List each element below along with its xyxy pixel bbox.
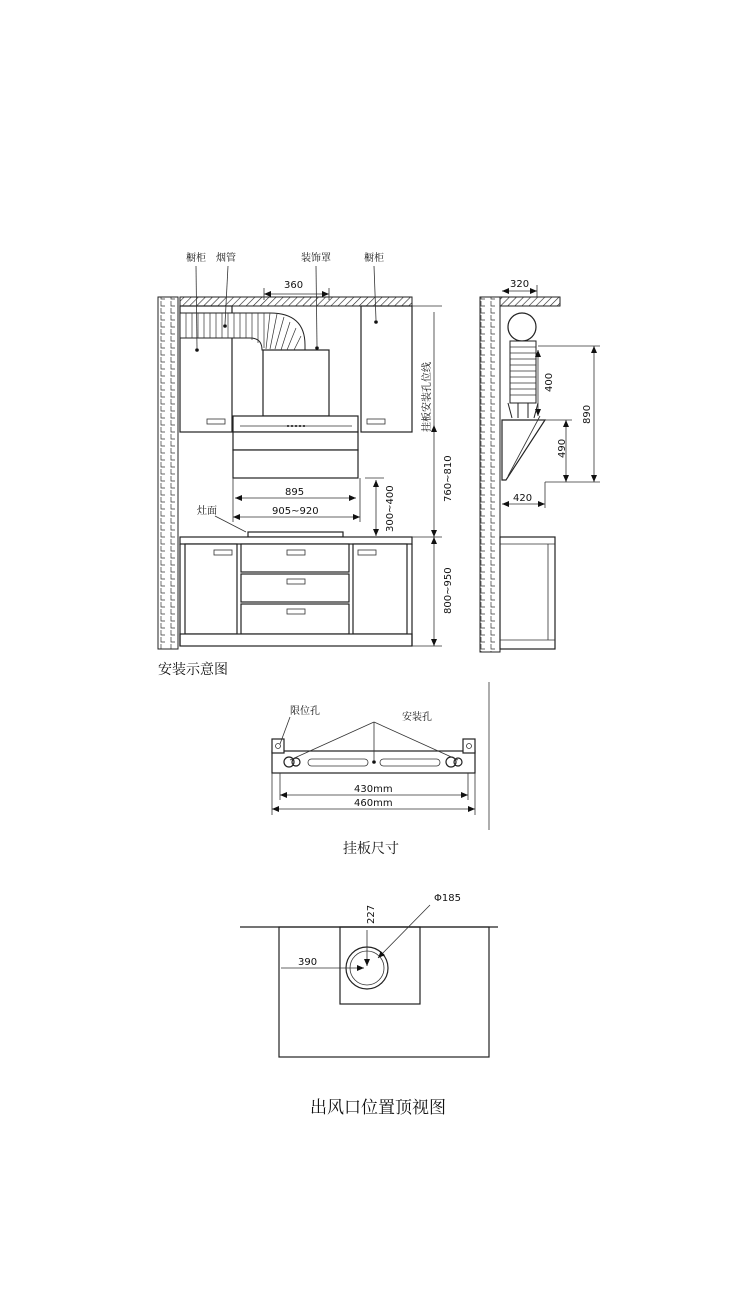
- dim-phi185: Φ185: [434, 893, 461, 904]
- drawer-1: [241, 544, 349, 572]
- label-decor-cover: 装饰罩: [301, 253, 331, 264]
- duct-circle: [508, 313, 536, 341]
- upper-cabinet-right: [361, 306, 412, 432]
- stove: [248, 532, 343, 537]
- dim-890: 890: [582, 404, 593, 424]
- dim-360: 360: [284, 280, 304, 291]
- dim-905-920: 905~920: [272, 506, 319, 517]
- plate-tab-left: [272, 739, 284, 753]
- dim-760-810: 760~810: [443, 455, 454, 502]
- outlet-caption: 出风口位置顶视图: [310, 1098, 446, 1118]
- dim-390: 390: [298, 957, 318, 968]
- installation-front-view: [158, 251, 454, 678]
- decor-cover: [263, 350, 329, 416]
- hood-top-panel: [233, 416, 358, 432]
- cabinet-right-dot: [374, 320, 378, 324]
- cabinet-left-dot: [195, 348, 199, 352]
- label-limit-hole: 限位孔: [290, 706, 320, 717]
- ceiling-hatch: [180, 297, 412, 306]
- lower-cabinet-left: [185, 544, 237, 634]
- side-ceiling: [500, 297, 560, 306]
- cabinet-plinth: [180, 634, 412, 646]
- label-hanging-plate-note: 挂板安装孔位线: [422, 362, 433, 432]
- outlet-box: [340, 927, 420, 1004]
- outlet-top-view: [240, 893, 498, 1118]
- dim-320: 320: [510, 279, 530, 290]
- installation-caption: 安装示意图: [158, 662, 228, 678]
- dim-460mm: 460mm: [354, 798, 393, 809]
- label-cabinet-left: 橱柜: [186, 253, 206, 264]
- hood-panel-1: [233, 432, 358, 450]
- hood-side-profile: [502, 420, 545, 480]
- hood-outline: [279, 927, 489, 1057]
- mount-hole-center: [372, 760, 376, 764]
- countertop: [180, 537, 412, 544]
- label-flue: 烟管: [216, 253, 236, 264]
- drawer-3: [241, 604, 349, 634]
- label-cabinet-right: 橱柜: [364, 253, 384, 264]
- hood-panel-2: [233, 450, 358, 478]
- decor-dot: [315, 346, 319, 350]
- dim-420: 420: [513, 493, 533, 504]
- hanging-plate-diagram: [272, 682, 489, 857]
- dim-490: 490: [557, 438, 568, 458]
- dim-895: 895: [285, 487, 305, 498]
- drawer-2: [241, 574, 349, 602]
- duct-bottom: [508, 403, 538, 418]
- lower-cabinet-right: [353, 544, 407, 634]
- label-stove-surface: 灶面: [197, 506, 217, 517]
- dim-430mm: 430mm: [354, 784, 393, 795]
- duct-body: [510, 341, 536, 403]
- dim-400: 400: [544, 372, 555, 392]
- flue-dot: [223, 324, 227, 328]
- label-mount-hole: 安装孔: [402, 712, 432, 723]
- hanging-plate-caption: 挂板尺寸: [343, 841, 399, 857]
- dim-300-400: 300~400: [385, 485, 396, 532]
- plate-tab-right: [463, 739, 475, 753]
- left-wall: [158, 297, 178, 649]
- side-wall: [480, 297, 500, 652]
- installation-side-view: [480, 279, 600, 652]
- side-cabinet: [500, 537, 555, 649]
- dim-227: 227: [366, 904, 377, 924]
- dim-800-950: 800~950: [443, 567, 454, 614]
